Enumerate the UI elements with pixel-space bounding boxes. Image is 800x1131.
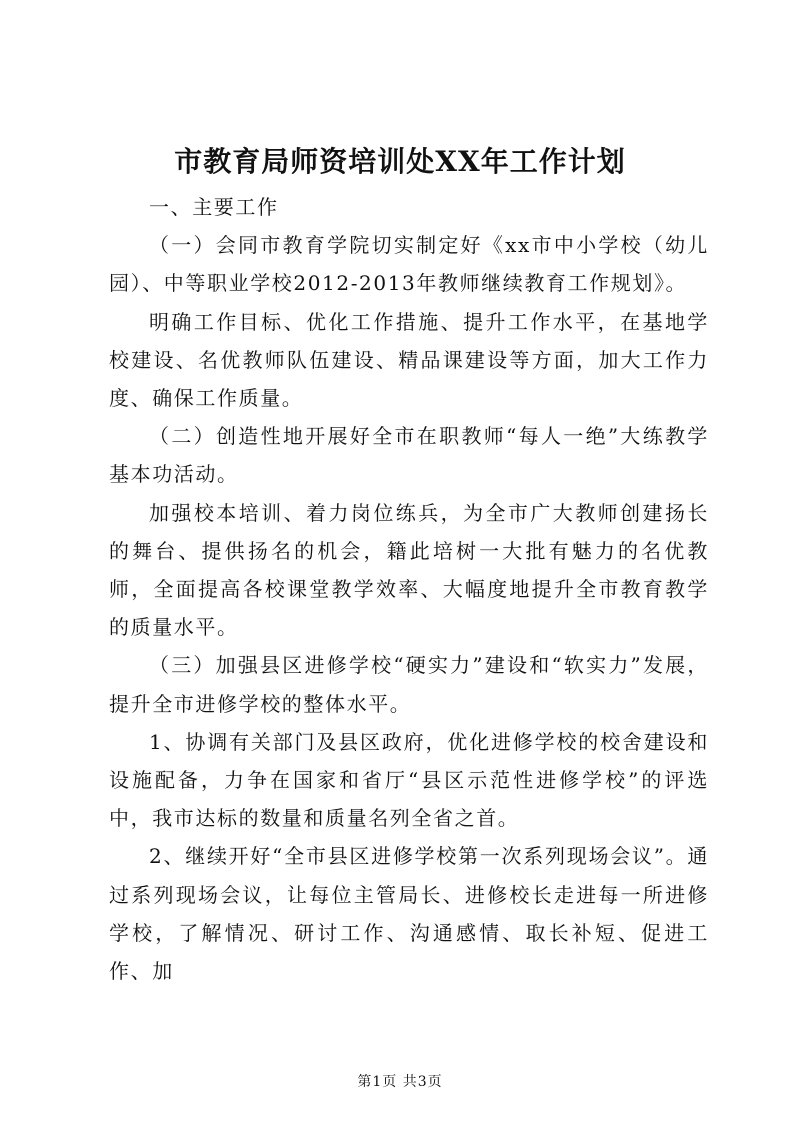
section-heading: 一、主要工作 bbox=[149, 195, 279, 219]
paragraph: 加强校本培训、着力岗位练兵，为全市广大教师创建扬长的舞台、提供扬名的机会，籍此培树一大批有魅力的名优教师，全面提高各校课堂教学效率、大幅度地提升全市教育教学的质量水平。 bbox=[109, 500, 709, 640]
document-body bbox=[109, 188, 709, 990]
paragraph: 1、协调有关部门及县区政府，优化进修学校的校舍建设和设施配备，力争在国家和省厅“县区示范性进修学校”的评选中，我市达标的数量和质量名列全省之首。 bbox=[109, 729, 709, 831]
page-footer: 第1页 共3页 bbox=[357, 1074, 443, 1090]
paragraph: （三）加强县区进修学校“硬实力”建设和“软实力”发展，提升全市进修学校的整体水平。 bbox=[109, 653, 709, 716]
document-title: 市教育局师资培训处XX年工作计划 bbox=[174, 145, 626, 178]
paragraph: （一）会同市教育学院切实制定好《xx市中小学校（幼儿园）、中等职业学校2012-2013年教师继续教育工作规划》。 bbox=[109, 233, 709, 296]
paragraph: 明确工作目标、优化工作措施、提升工作水平，在基地学校建设、名优教师队伍建设、精品课建设等方面，加大工作力度、确保工作质量。 bbox=[109, 309, 709, 411]
paragraph: 2、继续开好“全市县区进修学校第一次系列现场会议”。通过系列现场会议，让每位主管局长、进修校长走进每一所进修学校，了解情况、研讨工作、沟通感情、取长补短、促进工作、加 bbox=[109, 844, 709, 984]
paragraph: （二）创造性地开展好全市在职教师“每人一绝”大练教学基本功活动。 bbox=[109, 424, 709, 487]
